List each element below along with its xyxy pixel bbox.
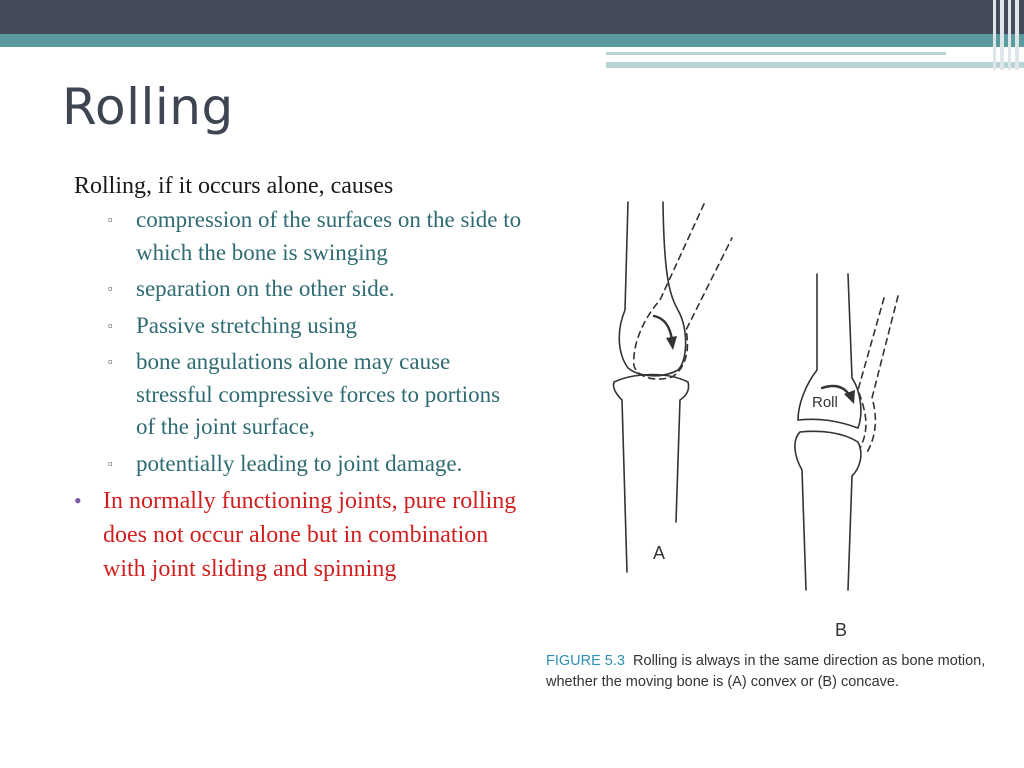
figure-number: FIGURE 5.3 (546, 653, 625, 669)
figure-label-a: A (653, 543, 666, 563)
square-bullet-icon: ▫ (108, 455, 113, 471)
sub-bullet-text: bone angulations alone may cause stressful compressive forces to portions of the joint surface, (136, 349, 501, 439)
main-bullet-text: In normally functioning joints, pure rolling does not occur alone but in combination with joint sliding and spinning (103, 488, 517, 582)
square-bullet-icon: ▫ (108, 212, 113, 227)
roll-arrow-a (654, 316, 672, 340)
figure-caption-text: Rolling is always in the same direction as bone motion, whether the moving bone is (A) convex or (B) concave. (546, 653, 986, 690)
header-accent-line (606, 62, 1024, 68)
header-dark-bar (0, 0, 1024, 34)
square-bullet-icon: ▫ (108, 317, 113, 333)
figure-caption (546, 651, 1006, 693)
sub-bullet (108, 204, 524, 269)
bone-b-upper-moved (858, 296, 898, 454)
sub-bullet-list (74, 204, 524, 480)
sub-bullet (108, 448, 524, 481)
slide-title: Rolling (62, 78, 234, 136)
header-vertical-line (993, 0, 996, 70)
square-bullet-icon: ▫ (108, 281, 113, 296)
joint-rolling-figure (536, 192, 1006, 712)
sub-bullet-text: Passive stretching using (136, 312, 358, 338)
bone-b-lower (795, 431, 861, 590)
bone-a-upper (619, 202, 685, 376)
figure-a-joint (613, 202, 732, 572)
figure-label-b: B (835, 620, 848, 640)
sub-bullet-text: compression of the surfaces on the side to which the bone is swinging (136, 207, 522, 265)
sub-bullet (108, 346, 524, 444)
sub-bullet (108, 273, 524, 306)
main-bullet-list (74, 484, 524, 586)
header-vertical-line (1008, 0, 1011, 70)
header-accent-line (606, 52, 946, 55)
header-teal-bar (0, 34, 1024, 47)
roll-label: Roll (812, 394, 838, 411)
sub-bullet-text: potentially leading to joint damage. (136, 450, 463, 476)
header-vertical-line (1015, 0, 1019, 70)
round-bullet-icon: • (74, 488, 82, 513)
figure-b-joint (795, 274, 898, 590)
slide-body (74, 170, 524, 586)
roll-arrowhead-a (666, 336, 677, 350)
sub-bullet (108, 310, 524, 343)
main-bullet (74, 484, 524, 586)
sub-bullet-text: separation on the other side. (136, 276, 395, 301)
bone-a-lower (613, 375, 688, 573)
bone-a-upper-moved (634, 204, 732, 379)
lead-text: Rolling, if it occurs alone, causes (74, 173, 394, 199)
header-vertical-line (1000, 0, 1004, 70)
square-bullet-icon: ▫ (108, 354, 113, 369)
